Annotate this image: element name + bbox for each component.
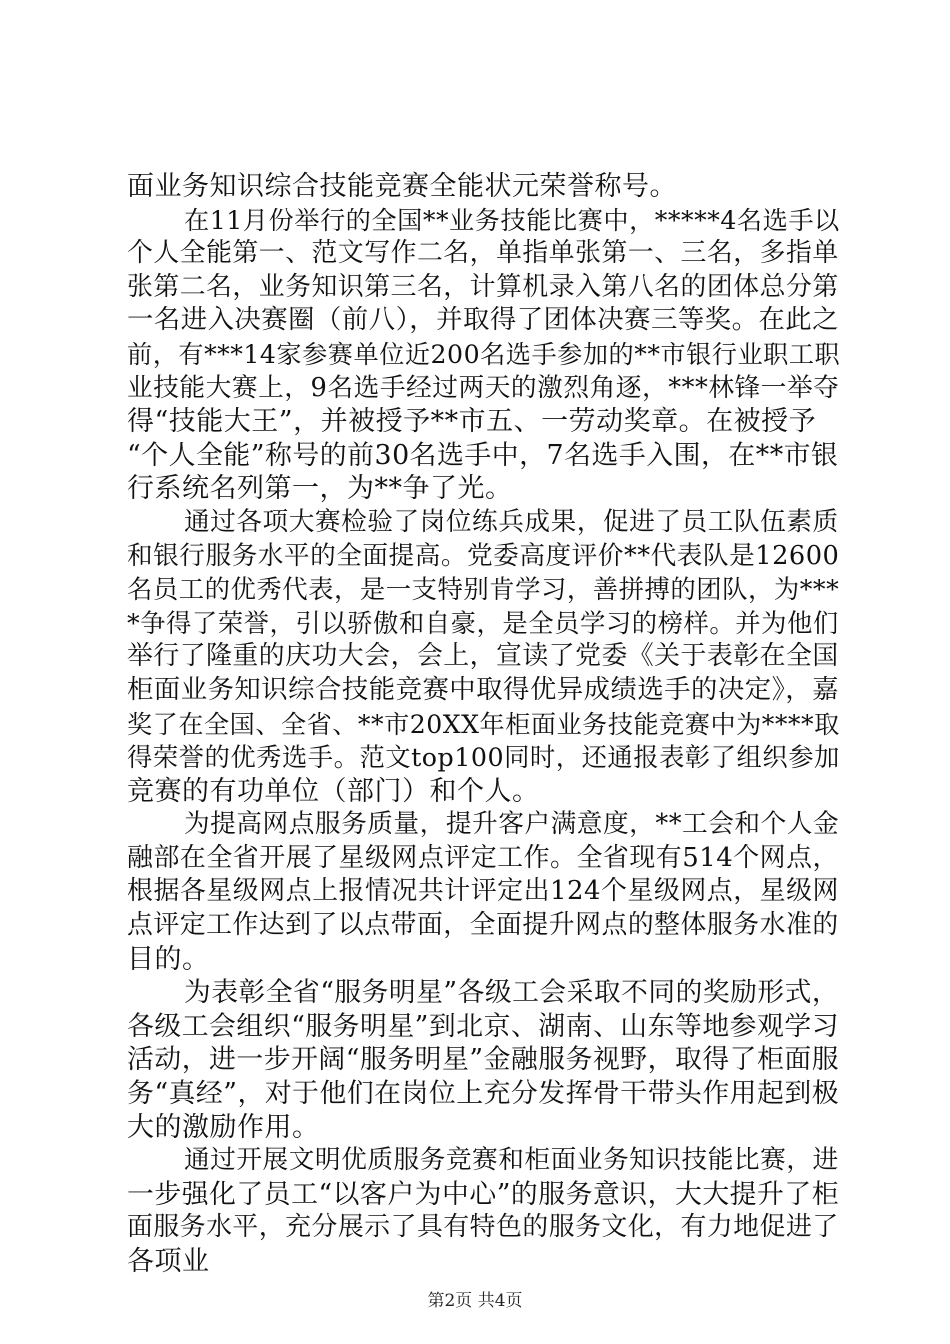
text-line: 大的激励作用。 (127, 1111, 320, 1143)
text-line: 柜面业务知识综合技能竞赛中取得优异成绩选手的决定》，嘉 (127, 674, 840, 705)
text-line: 前，有***14家参赛单位近200名选手参加的**市银行业职工职 (127, 339, 841, 369)
text-line: 为表彰全省“服务明星”各级工会采取不同的奖励形式， (184, 977, 840, 1009)
body-text (127, 170, 839, 1279)
text-line: 在11月份举行的全国**业务技能比赛中，*****4名选手以 (184, 205, 840, 235)
text-line: 名员工的优秀代表，是一支特别肯学习，善拼搏的团队，为*** (127, 574, 840, 605)
text-line: 点评定工作达到了以点带面，全面提升网点的整体服务水准的 (127, 910, 839, 941)
text-line: 一步强化了员工“以客户为中心”的服务意识，大大提升了柜 (127, 1178, 840, 1210)
text-line: 面业务知识综合技能竞赛全能状元荣誉称号。 (127, 171, 677, 202)
text-line: 个人全能第一、范文写作二名，单指单张第一、三名，多指单 (127, 238, 839, 269)
text-line: 竞赛的有功单位（部门）和个人。 (127, 775, 540, 807)
text-line: 得“技能大王”，并被授予**市五、一劳动奖章。在被授予 (127, 406, 817, 438)
text-line: 和银行服务水平的全面提高。党委高度评价**代表队是12600 (127, 540, 840, 571)
text-line: 面服务水平，充分展示了具有特色的服务文化，有力地促进了 (127, 1212, 839, 1243)
text-line: 目的。 (127, 943, 210, 975)
text-line: 通过开展文明优质服务竞赛和柜面业务知识技能比赛，进 (184, 1145, 839, 1176)
text-line: 张第二名，业务知识第三名，计算机录入第八名的团体总分第 (127, 271, 839, 302)
text-line: 得荣誉的优秀选手。范文top100同时，还通报表彰了组织参加 (127, 742, 840, 773)
text-line: “个人全能”称号的前30名选手中，7名选手入围，在**市银 (127, 439, 839, 471)
page-footer: 第2页 共4页 (427, 1291, 523, 1311)
text-line: 奖了在全国、全省、**市20XX年柜面业务技能竞赛中为****取 (127, 709, 840, 739)
text-line: 业技能大赛上，9名选手经过两天的激烈角逐，***林锋一举夺 (127, 372, 840, 403)
text-line: 一名进入决赛圈（前八），并取得了团体决赛三等奖。在此之 (127, 305, 840, 336)
text-line: 根据各星级网点上报情况共计评定出124个星级网点，星级网 (127, 876, 839, 907)
text-line: 为提高网点服务质量，提升客户满意度，**工会和个人金 (184, 809, 840, 840)
text-line: 各项业 (127, 1246, 210, 1277)
text-line: 各级工会组织“服务明星”到北京、湖南、山东等地参观学习 (127, 1010, 840, 1042)
text-line: 务“真经”，对于他们在岗位上充分发挥骨干带头作用起到极 (127, 1078, 840, 1110)
text-line: 举行了隆重的庆功大会，会上，宣读了党委《关于表彰在全国 (127, 641, 839, 672)
text-line: 通过各项大赛检验了岗位练兵成果，促进了员工队伍素质 (184, 506, 839, 537)
text-line: *争得了荣誉，引以骄傲和自豪，是全员学习的榜样。并为他们 (127, 607, 839, 638)
text-line: 行系统名列第一，为**争了光。 (127, 473, 513, 505)
text-line: 融部在全省开展了星级网点评定工作。全省现有514个网点， (127, 842, 839, 873)
text-line: 活动，进一步开阔“服务明星”金融服务视野，取得了柜面服 (127, 1044, 840, 1076)
